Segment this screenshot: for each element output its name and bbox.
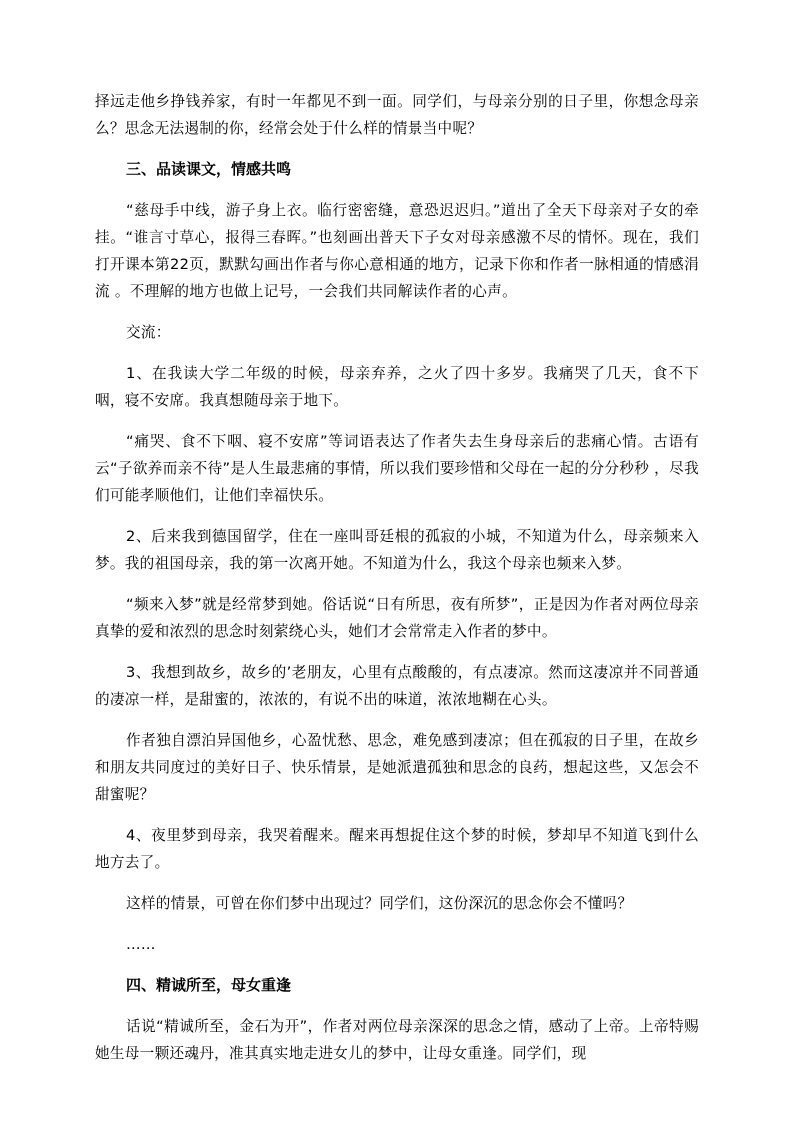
paragraph-ellipsis: …… [126, 936, 156, 953]
document-page [95, 88, 699, 1067]
paragraph-intro: 择远走他乡挣钱养家，有时一年都见不到一面。同学们，与母亲分别的日子里，你想念母亲么？思念无法遏制的你，经常会处于什么样的情景当中呢？ [95, 93, 699, 137]
paragraph-point-4: 4、夜里梦到母亲，我哭着醒来。醒来再想捉住这个梦的时候，梦却早不知道飞到什么地方去了。 [95, 827, 699, 871]
paragraph-poem: “慈母手中线，游子身上衣。临行密密缝，意恐迟迟归。”道出了全天下母亲对子女的牵挂。“谁言寸草心，报得三春晖。”也刻画出普天下子女对母亲感激不尽的情怀。现在，我们打开课本第22页，默默勾画出作者与你心意相通的地方，记录下你和作者一脉相通的情感涓流 。不理解的地方也做上记号，一会我们共同解读作者的心声。 [95, 202, 699, 300]
paragraph-comment-2: “频来入梦”就是经常梦到她。俗话说“日有所思，夜有所梦”，正是因为作者对两位母亲真挚的爱和浓烈的思念时刻萦绕心头，她们才会常常走入作者的梦中。 [95, 596, 699, 640]
paragraph-closing: 话说“精诚所至，金石为开”，作者对两位母亲深深的思念之情，感动了上帝。上帝特赐她生母一颗还魂丹，准其真实地走进女儿的梦中，让母女重逢。同学们，现 [95, 1018, 699, 1062]
section-heading-3: 三、品读课文，情感共鸣 [126, 160, 292, 178]
paragraph-point-1: 1、在我读大学二年级的时候，母亲弃养，之火了四十多岁。我痛哭了几天，食不下咽，寝不安席。我真想随母亲于地下。 [95, 365, 699, 409]
paragraph-comment-4: 这样的情景，可曾在你们梦中出现过？同学们，这份深沉的思念你会不懂吗？ [126, 895, 633, 912]
paragraph-exchange-label: 交流： [126, 324, 171, 341]
paragraph-point-3: 3、我想到故乡，故乡的’老朋友，心里有点酸酸的，有点凄凉。然而这凄凉并不同普通的凄凉一样，是甜蜜的，浓浓的，有说不出的味道，浓浓地糊在心头。 [95, 664, 699, 708]
paragraph-comment-1: “痛哭、食不下咽、寝不安席”等词语表达了作者失去生身母亲后的悲痛心情。古语有云“子欲养而亲不待”是人生最悲痛的事情，所以我们要珍惜和父母在一起的分分秒秒 ，尽我们可能孝顺他们，让他们幸福快乐。 [95, 433, 699, 504]
section-heading-4: 四、精诚所至，母女重逢 [126, 976, 292, 994]
paragraph-comment-3: 作者独自漂泊异国他乡，心盈忧愁、思念，难免感到凄凉；但在孤寂的日子里，在故乡和朋友共同度过的美好日子、快乐情景，是她派遣孤独和思念的良药，想起这些，又怎会不甜蜜呢？ [95, 732, 699, 803]
paragraph-point-2: 2、后来我到德国留学，住在一座叫哥廷根的孤寂的小城，不知道为什么，母亲频来入梦。我的祖国母亲，我的第一次离开她。不知道为什么，我这个母亲也频来入梦。 [95, 528, 699, 572]
